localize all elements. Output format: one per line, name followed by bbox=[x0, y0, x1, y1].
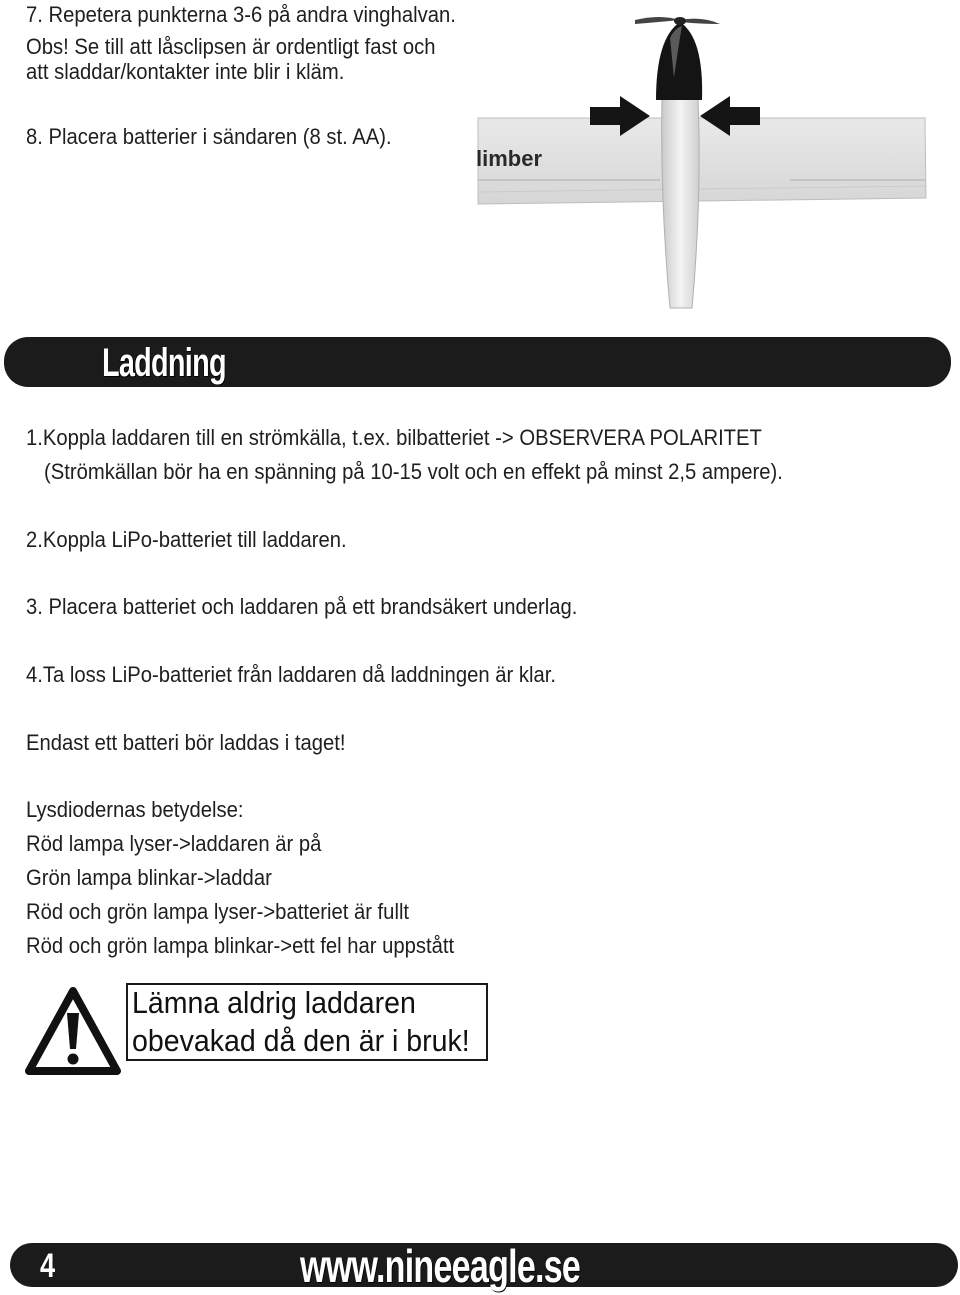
warning-line-2: obevakad då den är i bruk! bbox=[132, 1023, 470, 1058]
glider-wing-clip-arrows-icon bbox=[470, 8, 930, 316]
led-heading: Lysdiodernas betydelse: bbox=[26, 797, 244, 822]
page-number: 4 bbox=[40, 1247, 56, 1285]
led-item-green-blink: Grön lampa blinkar->laddar bbox=[26, 865, 272, 890]
charging-step-4: 4.Ta loss LiPo-batteriet från laddaren då laddningen är klar. bbox=[26, 662, 556, 687]
step-7-text: 7. Repetera punkterna 3-6 på andra vinghalvan. bbox=[26, 2, 456, 27]
charging-step-1-line-2: (Strömkällan bör ha en spänning på 10-15 volt och en effekt på minst 2,5 ampere). bbox=[44, 459, 783, 484]
led-item-red-on: Röd lampa lyser->laddaren är på bbox=[26, 831, 322, 856]
section-title: Laddning bbox=[102, 341, 226, 385]
charging-step-2: 2.Koppla LiPo-batteriet till laddaren. bbox=[26, 527, 347, 552]
obs-line-2: att sladdar/kontakter inte blir i kläm. bbox=[26, 59, 345, 84]
led-item-both-on: Röd och grön lampa lyser->batteriet är fullt bbox=[26, 899, 410, 924]
step-8-text: 8. Placera batterier i sändaren (8 st. AA). bbox=[26, 124, 392, 149]
charging-note: Endast ett batteri bör laddas i taget! bbox=[26, 730, 346, 755]
charging-step-1-line-1: 1.Koppla laddaren till en strömkälla, t.ex. bilbatteriet -> OBSERVERA POLARITET bbox=[26, 425, 762, 450]
charging-step-3: 3. Placera batteriet och laddaren på ett brandsäkert underlag. bbox=[26, 594, 578, 619]
obs-line-1: Obs! Se till att låsclipsen är ordentligt fast och bbox=[26, 34, 436, 59]
website-url: www.nineeagle.se bbox=[300, 1240, 581, 1292]
warning-line-1: Lämna aldrig laddaren bbox=[132, 985, 416, 1020]
wing-lettering: limber bbox=[476, 146, 543, 171]
warning-triangle-icon bbox=[24, 985, 122, 1077]
led-item-both-blink: Röd och grön lampa blinkar->ett fel har uppstått bbox=[26, 933, 455, 958]
